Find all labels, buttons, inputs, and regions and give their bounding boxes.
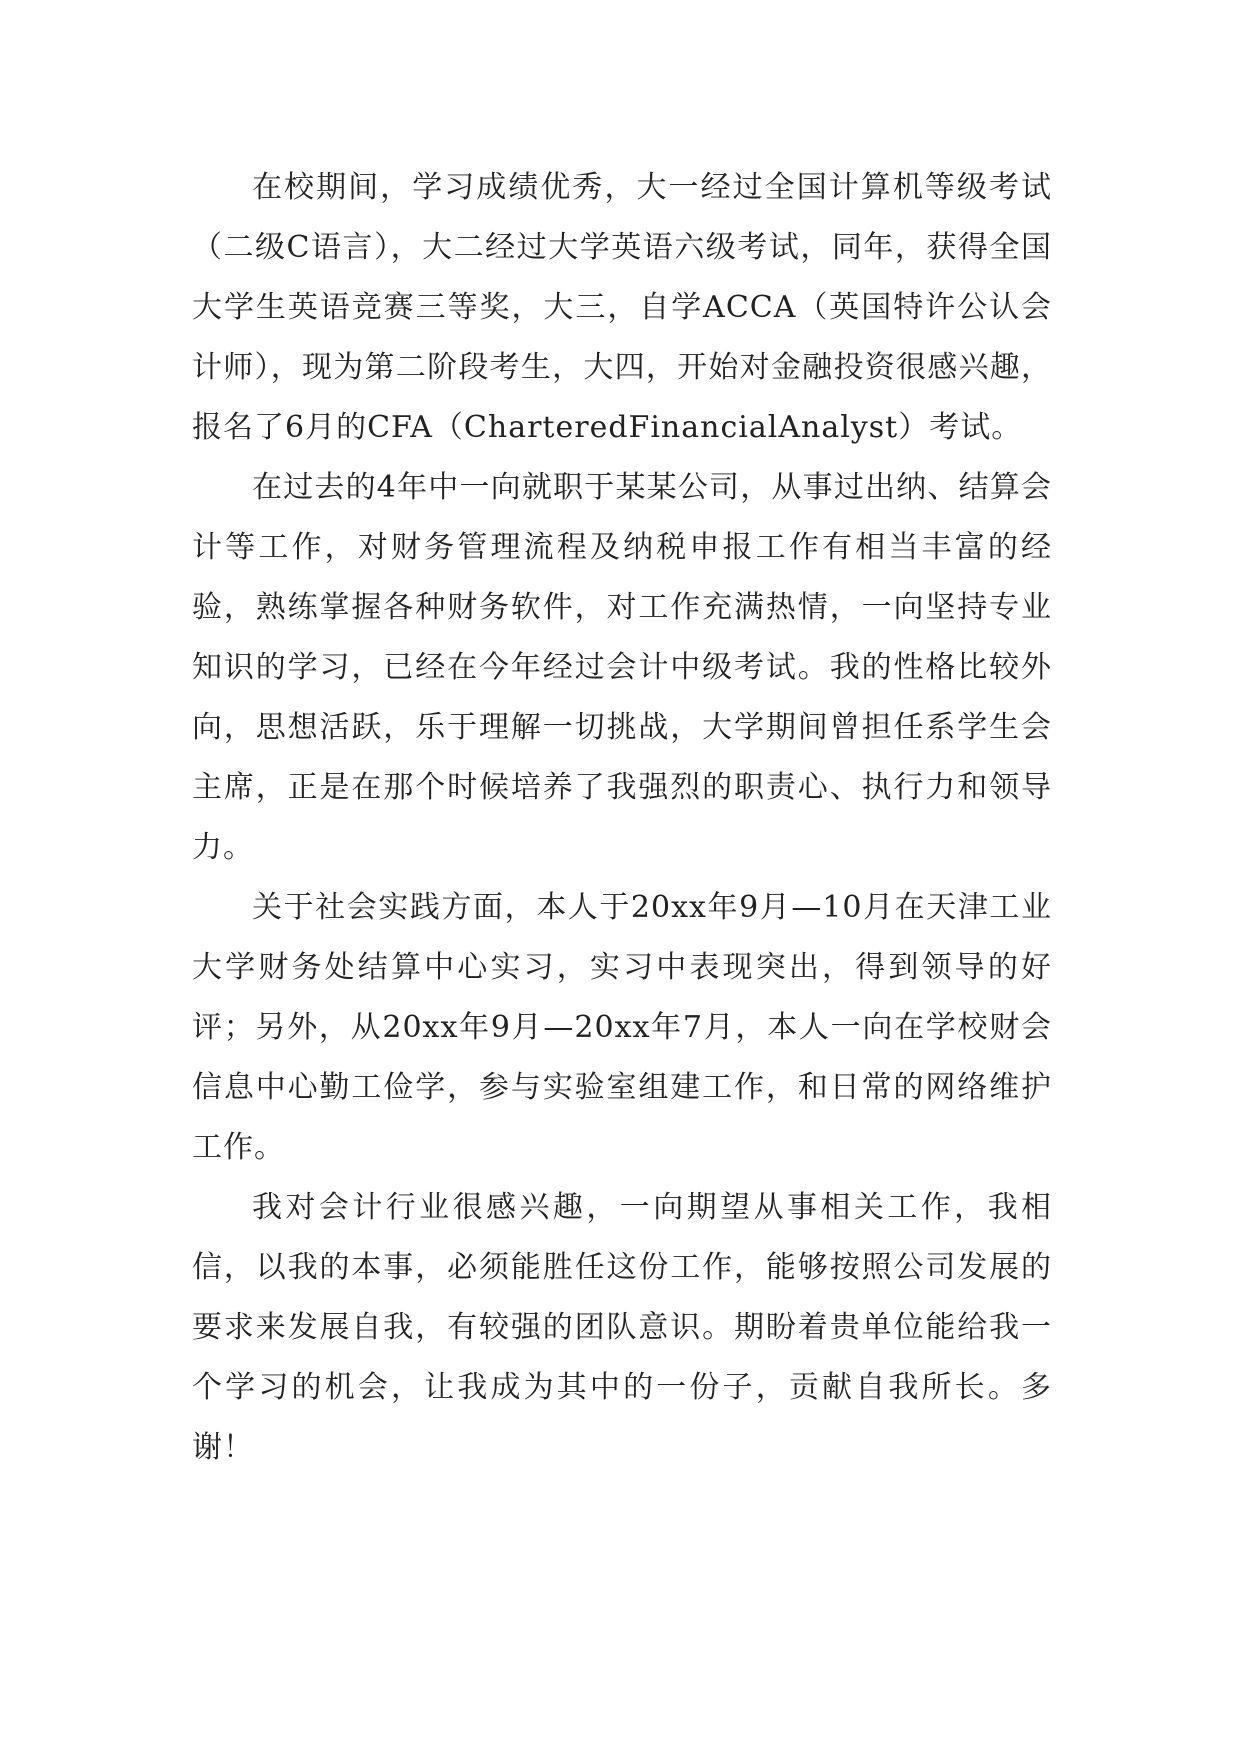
paragraph-social-practice: 关于社会实践方面，本人于20xx年9月—10月在天津工业大学财务处结算中心实习，实习中表现突出，得到领导的好评；另外，从20xx年9月—20xx年7月，本人一向在学校财会信息中心勤工俭学，参与实验室组建工作，和日常的网络维护工作。 <box>192 890 1052 1165</box>
paragraph-study: 在校期间，学习成绩优秀，大一经过全国计算机等级考试（二级C语言），大二经过大学英语六级考试，同年，获得全国大学生英语竞赛三等奖，大三，自学ACCA（英国特许公认会计师），现为第二阶段考生，大四，开始对金融投资很感兴趣，报名了6月的CFA（CharteredFinancialAnalyst）考试。 <box>192 170 1052 445</box>
body-text <box>192 158 1052 1478</box>
paragraph-closing: 我对会计行业很感兴趣，一向期望从事相关工作，我相信，以我的本事，必须能胜任这份工作，能够按照公司发展的要求来发展自我，有较强的团队意识。期盼着贵单位能给我一个学习的机会，让我成为其中的一份子，贡献自我所长。多谢！ <box>192 1190 1052 1465</box>
paragraph-work-experience: 在过去的4年中一向就职于某某公司，从事过出纳、结算会计等工作，对财务管理流程及纳税申报工作有相当丰富的经验，熟练掌握各种财务软件，对工作充满热情，一向坚持专业知识的学习，已经在今年经过会计中级考试。我的性格比较外向，思想活跃，乐于理解一切挑战，大学期间曾担任系学生会主席，正是在那个时候培养了我强烈的职责心、执行力和领导力。 <box>192 470 1052 865</box>
